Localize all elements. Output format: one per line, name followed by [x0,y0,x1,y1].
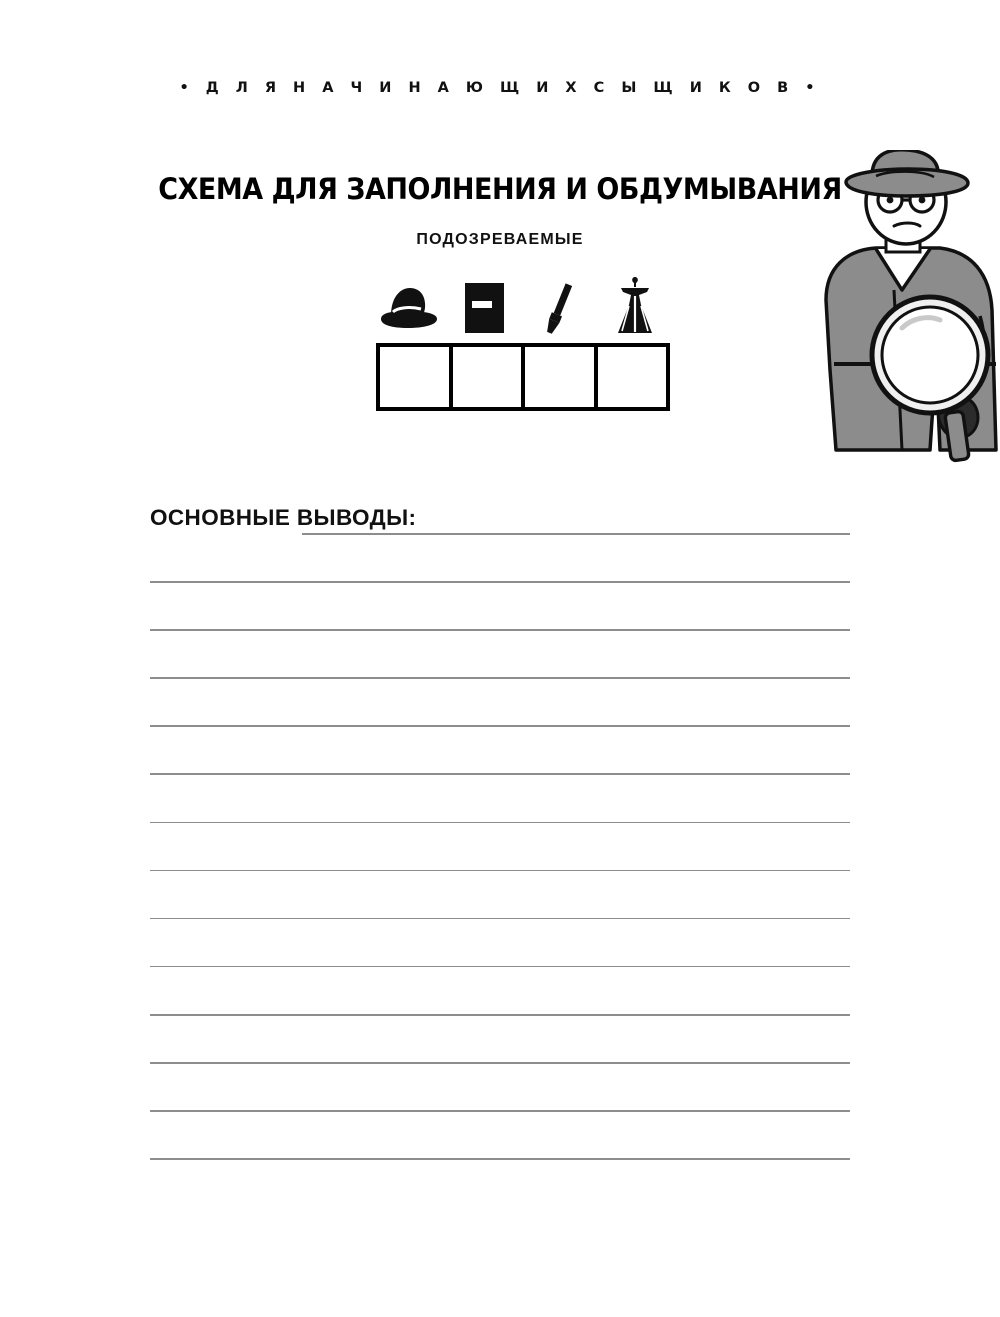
dress-icon [602,277,668,337]
conclusion-line[interactable] [150,1158,850,1160]
conclusions-label: ОСНОВНЫЕ ВЫВОДЫ: [150,505,417,530]
page-kicker: • Д Л Я Н А Ч И Н А Ю Щ И Х С Ы Щ И К О В • [179,80,821,96]
suspect-box-3[interactable] [525,347,598,407]
hat-icon [376,277,442,337]
brush-icon [527,277,593,337]
book-icon [451,277,517,337]
suspect-box-4[interactable] [598,347,667,407]
conclusions-lines [150,533,850,1160]
suspect-icons-row [376,275,668,337]
page-header [0,80,1000,96]
suspect-box-2[interactable] [453,347,526,407]
suspect-boxes [376,343,670,411]
page-title: СХЕМА ДЛЯ ЗАПОЛНЕНИЯ И ОБДУМЫВАНИЯ [158,172,842,206]
suspect-box-1[interactable] [380,347,453,407]
detective-with-magnifier-illustration [790,150,1000,510]
suspects-section-label: ПОДОЗРЕВАЕМЫЕ [416,231,584,248]
